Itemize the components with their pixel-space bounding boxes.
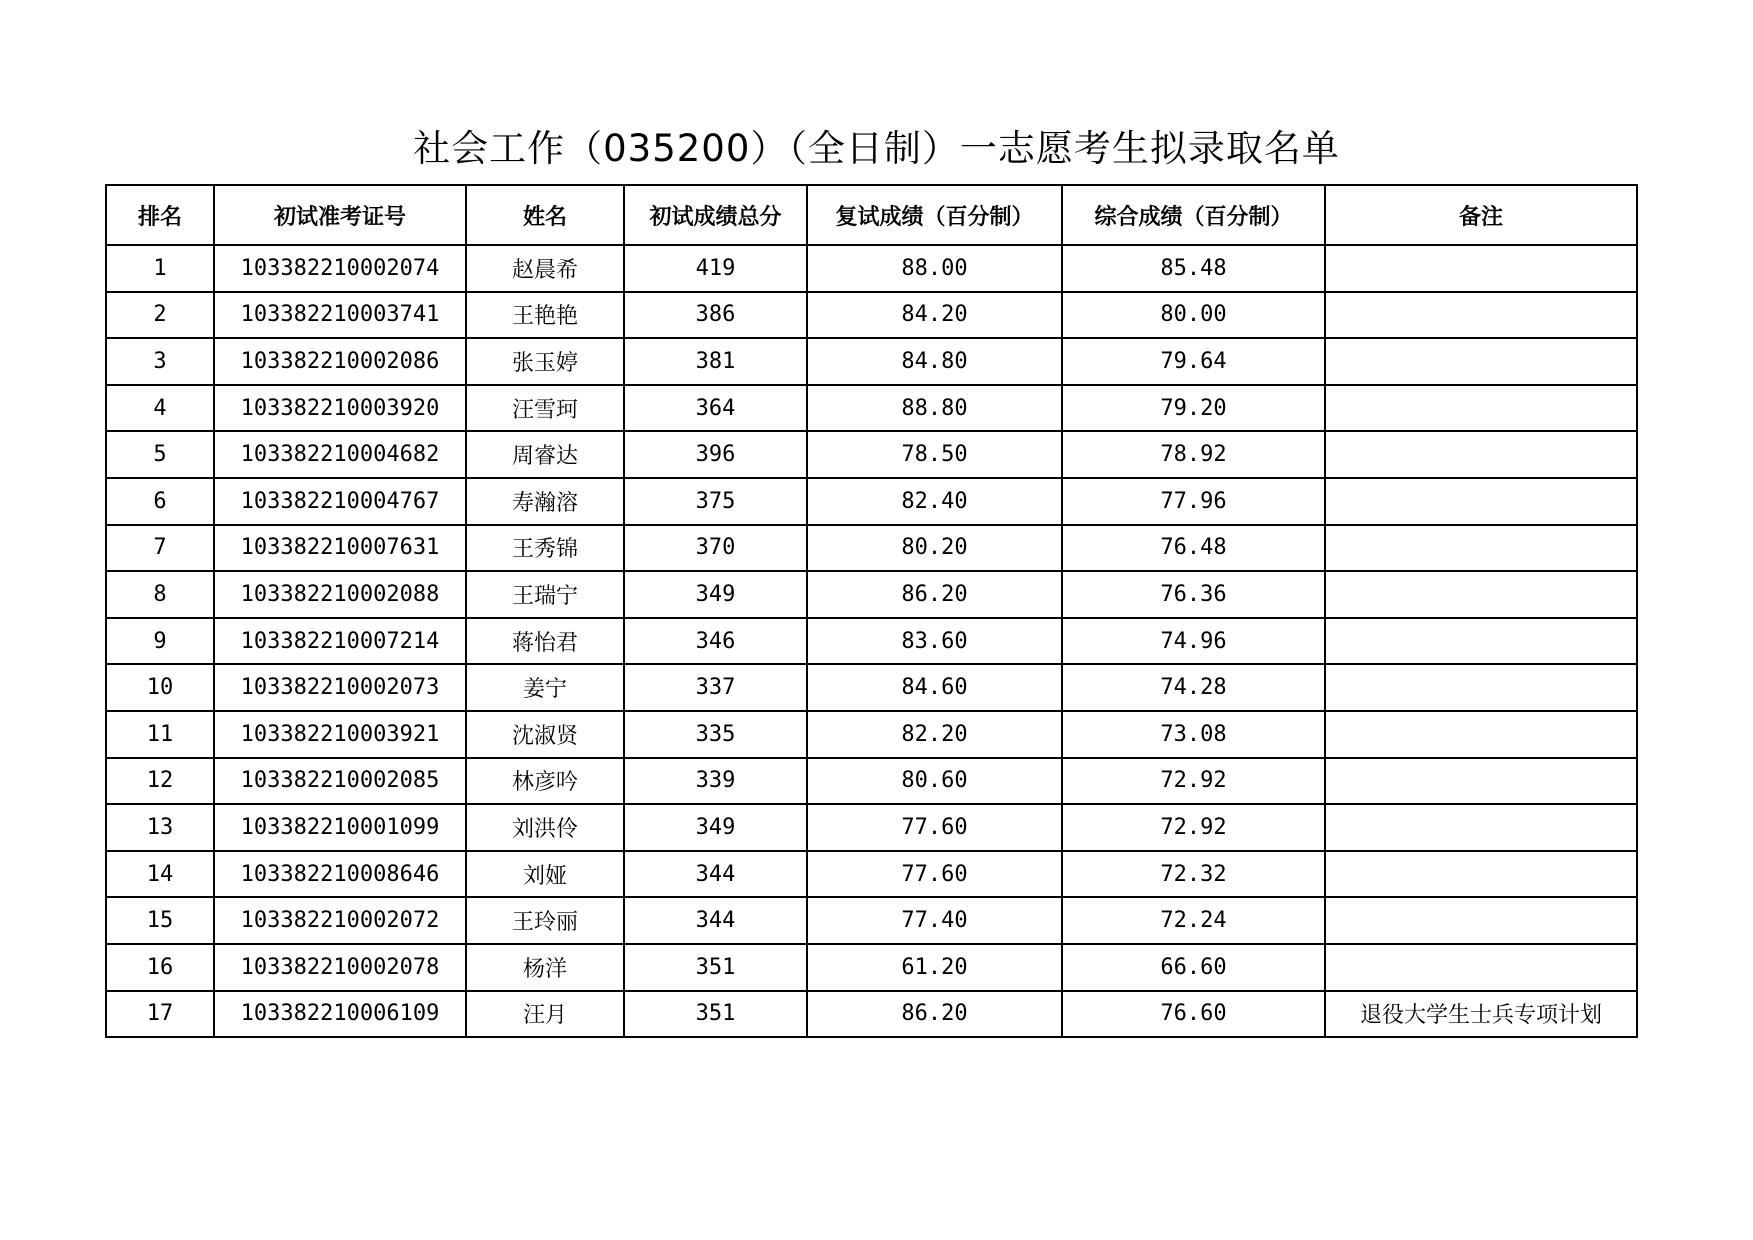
cell-combined-score: 79.20: [1062, 385, 1325, 432]
cell-rank: 10: [106, 664, 214, 711]
cell-name: 周睿达: [466, 431, 624, 478]
cell-retest-score: 77.40: [807, 897, 1062, 944]
cell-exam-id: 103382210002072: [214, 897, 466, 944]
cell-rank: 2: [106, 292, 214, 339]
cell-name: 赵晨希: [466, 245, 624, 292]
cell-remark: [1325, 525, 1637, 572]
cell-name: 汪雪珂: [466, 385, 624, 432]
table-row: [106, 292, 1637, 339]
cell-initial-total: 351: [624, 944, 807, 991]
cell-combined-score: 76.36: [1062, 571, 1325, 618]
cell-rank: 4: [106, 385, 214, 432]
cell-rank: 7: [106, 525, 214, 572]
cell-initial-total: 349: [624, 804, 807, 851]
cell-combined-score: 73.08: [1062, 711, 1325, 758]
cell-retest-score: 88.80: [807, 385, 1062, 432]
cell-retest-score: 61.20: [807, 944, 1062, 991]
cell-exam-id: 103382210004767: [214, 478, 466, 525]
cell-exam-id: 103382210002074: [214, 245, 466, 292]
header-retest-score: 复试成绩（百分制）: [807, 185, 1062, 245]
cell-name: 姜宁: [466, 664, 624, 711]
cell-rank: 6: [106, 478, 214, 525]
header-name: 姓名: [466, 185, 624, 245]
cell-exam-id: 103382210004682: [214, 431, 466, 478]
cell-initial-total: 370: [624, 525, 807, 572]
cell-retest-score: 84.20: [807, 292, 1062, 339]
table-row: [106, 851, 1637, 898]
cell-exam-id: 103382210002078: [214, 944, 466, 991]
cell-retest-score: 78.50: [807, 431, 1062, 478]
cell-exam-id: 103382210003920: [214, 385, 466, 432]
cell-remark: 退役大学生士兵专项计划: [1325, 991, 1637, 1038]
cell-combined-score: 72.24: [1062, 897, 1325, 944]
cell-remark: [1325, 245, 1637, 292]
cell-retest-score: 77.60: [807, 851, 1062, 898]
cell-combined-score: 72.92: [1062, 758, 1325, 805]
cell-combined-score: 77.96: [1062, 478, 1325, 525]
cell-exam-id: 103382210003921: [214, 711, 466, 758]
table-row: [106, 664, 1637, 711]
cell-name: 王秀锦: [466, 525, 624, 572]
table-row: [106, 385, 1637, 432]
cell-exam-id: 103382210008646: [214, 851, 466, 898]
cell-name: 杨洋: [466, 944, 624, 991]
page-title: 社会工作（035200）（全日制）一志愿考生拟录取名单: [413, 127, 1340, 170]
cell-name: 刘娅: [466, 851, 624, 898]
cell-remark: [1325, 571, 1637, 618]
table-row: [106, 571, 1637, 618]
cell-exam-id: 103382210007631: [214, 525, 466, 572]
table-row: [106, 245, 1637, 292]
cell-combined-score: 85.48: [1062, 245, 1325, 292]
cell-exam-id: 103382210002085: [214, 758, 466, 805]
cell-rank: 17: [106, 991, 214, 1038]
cell-retest-score: 82.20: [807, 711, 1062, 758]
cell-retest-score: 80.20: [807, 525, 1062, 572]
cell-retest-score: 84.80: [807, 338, 1062, 385]
table-row: [106, 338, 1637, 385]
cell-retest-score: 88.00: [807, 245, 1062, 292]
cell-exam-id: 103382210006109: [214, 991, 466, 1038]
cell-combined-score: 66.60: [1062, 944, 1325, 991]
cell-rank: 12: [106, 758, 214, 805]
cell-retest-score: 77.60: [807, 804, 1062, 851]
cell-combined-score: 80.00: [1062, 292, 1325, 339]
cell-remark: [1325, 664, 1637, 711]
header-remark: 备注: [1325, 185, 1637, 245]
header-rank: 排名: [106, 185, 214, 245]
cell-initial-total: 344: [624, 897, 807, 944]
cell-remark: [1325, 292, 1637, 339]
cell-rank: 11: [106, 711, 214, 758]
table-row: [106, 618, 1637, 665]
header-combined-score: 综合成绩（百分制）: [1062, 185, 1325, 245]
cell-rank: 13: [106, 804, 214, 851]
cell-remark: [1325, 804, 1637, 851]
header-initial-total: 初试成绩总分: [624, 185, 807, 245]
cell-combined-score: 74.96: [1062, 618, 1325, 665]
cell-rank: 15: [106, 897, 214, 944]
cell-combined-score: 76.48: [1062, 525, 1325, 572]
cell-initial-total: 335: [624, 711, 807, 758]
cell-combined-score: 78.92: [1062, 431, 1325, 478]
cell-remark: [1325, 338, 1637, 385]
cell-combined-score: 79.64: [1062, 338, 1325, 385]
table-row: [106, 991, 1637, 1038]
cell-remark: [1325, 385, 1637, 432]
cell-exam-id: 103382210003741: [214, 292, 466, 339]
cell-combined-score: 72.32: [1062, 851, 1325, 898]
cell-exam-id: 103382210002086: [214, 338, 466, 385]
table-row: [106, 478, 1637, 525]
cell-remark: [1325, 851, 1637, 898]
table-row: [106, 525, 1637, 572]
cell-remark: [1325, 711, 1637, 758]
cell-retest-score: 80.60: [807, 758, 1062, 805]
cell-initial-total: 337: [624, 664, 807, 711]
cell-remark: [1325, 758, 1637, 805]
cell-retest-score: 82.40: [807, 478, 1062, 525]
cell-combined-score: 72.92: [1062, 804, 1325, 851]
header-exam-id: 初试准考证号: [214, 185, 466, 245]
table-row: [106, 711, 1637, 758]
header-row: [106, 185, 1637, 245]
cell-retest-score: 86.20: [807, 991, 1062, 1038]
cell-rank: 3: [106, 338, 214, 385]
cell-exam-id: 103382210007214: [214, 618, 466, 665]
cell-name: 王玲丽: [466, 897, 624, 944]
cell-rank: 1: [106, 245, 214, 292]
cell-remark: [1325, 618, 1637, 665]
table-row: [106, 944, 1637, 991]
cell-name: 张玉婷: [466, 338, 624, 385]
table-row: [106, 897, 1637, 944]
cell-combined-score: 74.28: [1062, 664, 1325, 711]
cell-remark: [1325, 431, 1637, 478]
admission-list-table: [105, 184, 1638, 1038]
cell-name: 王艳艳: [466, 292, 624, 339]
cell-initial-total: 344: [624, 851, 807, 898]
cell-name: 林彦吟: [466, 758, 624, 805]
cell-initial-total: 419: [624, 245, 807, 292]
cell-retest-score: 83.60: [807, 618, 1062, 665]
table-row: [106, 758, 1637, 805]
cell-rank: 16: [106, 944, 214, 991]
cell-name: 寿瀚溶: [466, 478, 624, 525]
cell-initial-total: 364: [624, 385, 807, 432]
cell-rank: 5: [106, 431, 214, 478]
cell-name: 王瑞宁: [466, 571, 624, 618]
cell-initial-total: 349: [624, 571, 807, 618]
cell-remark: [1325, 478, 1637, 525]
cell-rank: 9: [106, 618, 214, 665]
table-body: [106, 245, 1637, 1037]
cell-name: 汪月: [466, 991, 624, 1038]
cell-initial-total: 381: [624, 338, 807, 385]
cell-retest-score: 86.20: [807, 571, 1062, 618]
cell-initial-total: 386: [624, 292, 807, 339]
cell-retest-score: 84.60: [807, 664, 1062, 711]
cell-name: 刘洪伶: [466, 804, 624, 851]
cell-initial-total: 339: [624, 758, 807, 805]
cell-exam-id: 103382210002088: [214, 571, 466, 618]
cell-initial-total: 396: [624, 431, 807, 478]
cell-remark: [1325, 944, 1637, 991]
table-header: [106, 185, 1637, 245]
cell-rank: 14: [106, 851, 214, 898]
cell-exam-id: 103382210001099: [214, 804, 466, 851]
table-row: [106, 804, 1637, 851]
cell-initial-total: 346: [624, 618, 807, 665]
cell-name: 沈淑贤: [466, 711, 624, 758]
cell-initial-total: 375: [624, 478, 807, 525]
cell-initial-total: 351: [624, 991, 807, 1038]
table-row: [106, 431, 1637, 478]
cell-exam-id: 103382210002073: [214, 664, 466, 711]
cell-remark: [1325, 897, 1637, 944]
cell-name: 蒋怡君: [466, 618, 624, 665]
cell-combined-score: 76.60: [1062, 991, 1325, 1038]
cell-rank: 8: [106, 571, 214, 618]
